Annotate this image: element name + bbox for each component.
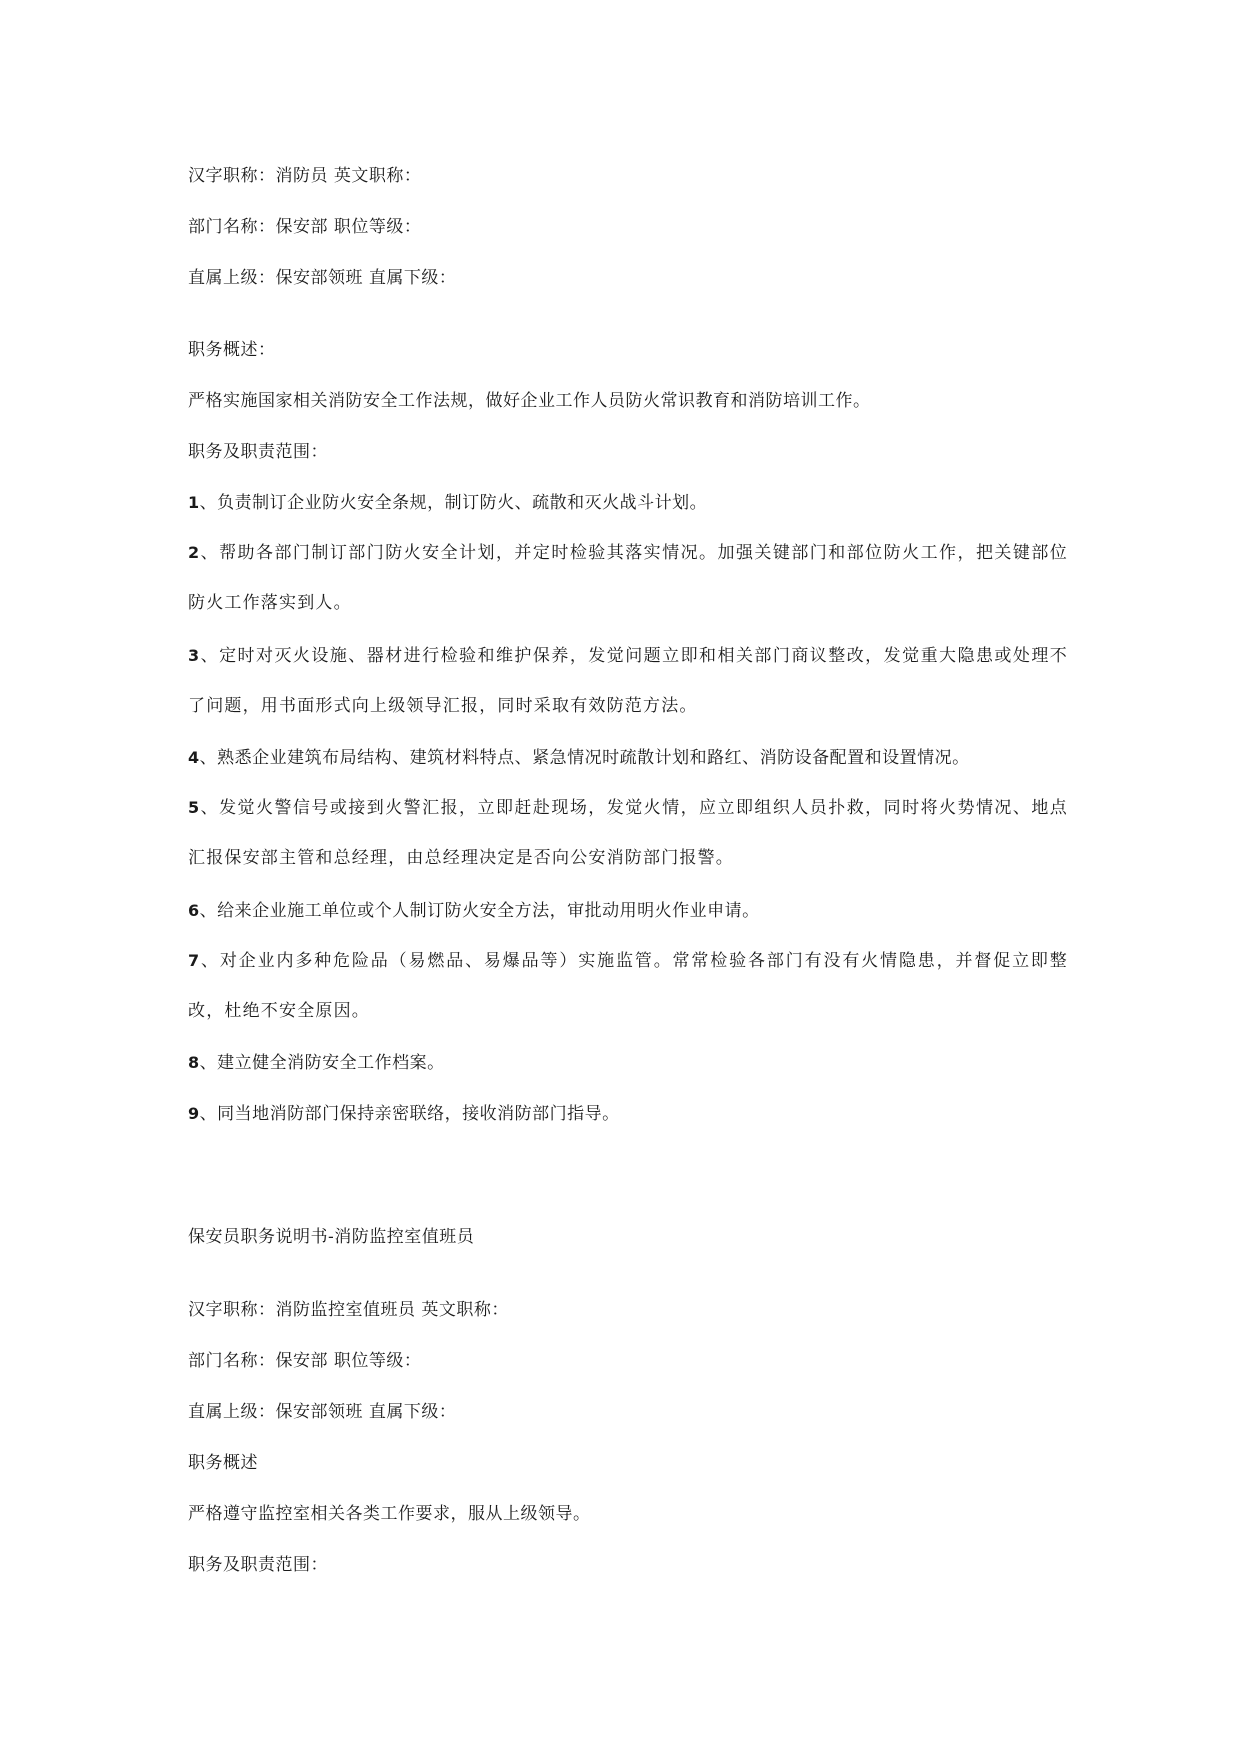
- duty-number: 1: [188, 493, 200, 512]
- job-title-line: 汉字职称：消防监控室值班员 英文职称：: [188, 1300, 509, 1320]
- duties-heading: 职务及职责范围：: [188, 442, 328, 462]
- document-title: 保安员职务说明书-消防监控室值班员: [188, 1227, 475, 1247]
- duty-number: 9: [188, 1104, 200, 1123]
- overview-text: 严格实施国家相关消防安全工作法规，做好企业工作人员防火常识教育和消防培训工作。: [188, 391, 871, 411]
- overview-text: 严格遵守监控室相关各类工作要求，服从上级领导。: [188, 1504, 591, 1524]
- duties-heading: 职务及职责范围：: [188, 1555, 328, 1575]
- duty-text: 、负责制订企业防火安全条规，制订防火、疏散和灭火战斗计划。: [199, 493, 708, 513]
- superior-line: 直属上级：保安部领班 直属下级：: [188, 1402, 457, 1422]
- duty-item: [188, 746, 1068, 770]
- duty-text: 、同当地消防部门保持亲密联络，接收消防部门指导。: [199, 1104, 620, 1124]
- duty-item: [188, 783, 1068, 883]
- department-line: 部门名称：保安部 职位等级：: [188, 217, 422, 237]
- duty-item: [188, 491, 1068, 515]
- duty-item: [188, 899, 1068, 923]
- duty-item: [188, 1102, 1068, 1126]
- duty-number: 8: [188, 1053, 200, 1072]
- duty-item: [188, 936, 1068, 1036]
- overview-heading: 职务概述：: [188, 340, 276, 360]
- duty-item: [188, 631, 1068, 731]
- duty-number: 4: [188, 748, 200, 767]
- duty-number: 5: [188, 798, 201, 817]
- duty-text: 、给来企业施工单位或个人制订防火安全方法，审批动用明火作业申请。: [199, 901, 760, 921]
- job-title-line: 汉字职称：消防员 英文职称：: [188, 166, 422, 186]
- duty-text: 、定时对灭火设施、器材进行检验和维护保养，发觉问题立即和相关部门商议整改，发觉重大隐患或处理不了问题，用书面形式向上级领导汇报，同时采取有效防范方法。: [188, 646, 1068, 716]
- duty-item: [188, 528, 1068, 628]
- duty-number: 6: [188, 901, 200, 920]
- duty-text: 、熟悉企业建筑布局结构、建筑材料特点、紧急情况时疏散计划和路红、消防设备配置和设置情况。: [199, 748, 970, 768]
- duty-number: 3: [188, 646, 201, 665]
- duty-text: 、发觉火警信号或接到火警汇报，立即赶赴现场，发觉火情，应立即组织人员扑救，同时将火势情况、地点汇报保安部主管和总经理，由总经理决定是否向公安消防部门报警。: [188, 798, 1068, 868]
- duty-text: 、建立健全消防安全工作档案。: [199, 1053, 445, 1073]
- duty-number: 7: [188, 951, 201, 970]
- duty-item: [188, 1051, 1068, 1075]
- duty-number: 2: [188, 543, 201, 562]
- duty-text: 、对企业内多种危险品（易燃品、易爆品等）实施监管。常常检验各部门有没有火情隐患，并督促立即整改，杜绝不安全原因。: [188, 951, 1068, 1021]
- duty-text: 、帮助各部门制订部门防火安全计划，并定时检验其落实情况。加强关键部门和部位防火工作，把关键部位防火工作落实到人。: [188, 543, 1068, 613]
- overview-heading: 职务概述: [188, 1453, 258, 1473]
- superior-line: 直属上级：保安部领班 直属下级：: [188, 268, 457, 288]
- department-line: 部门名称：保安部 职位等级：: [188, 1351, 422, 1371]
